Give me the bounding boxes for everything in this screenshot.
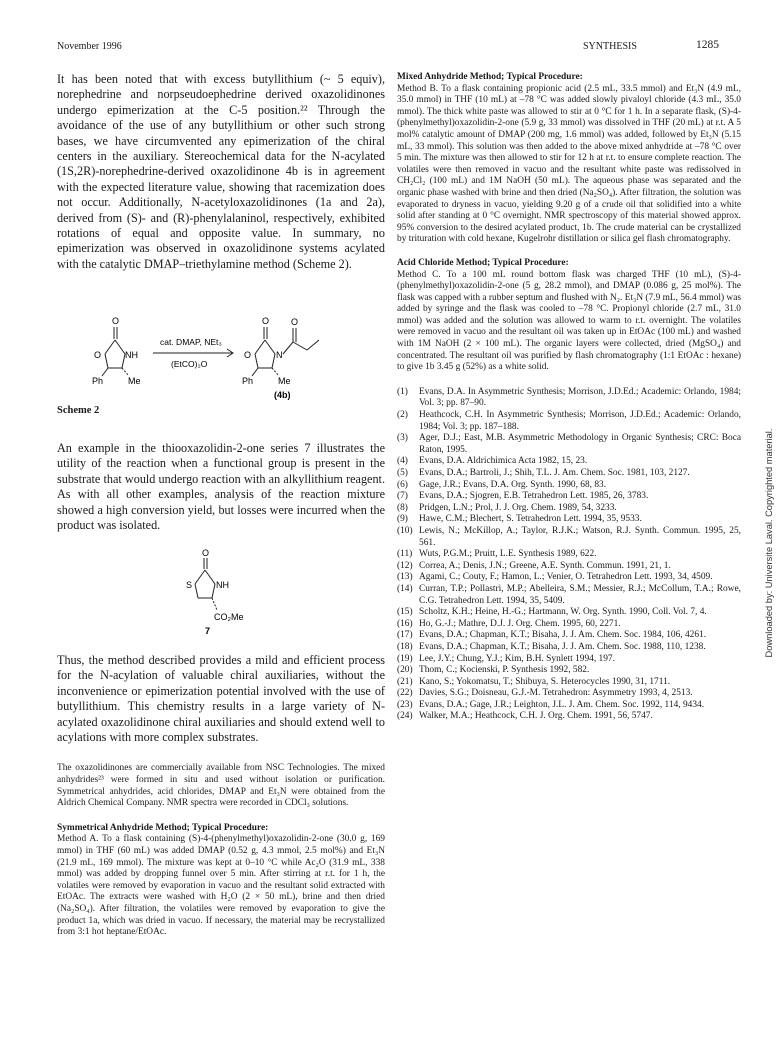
scheme-2-reaction: [85, 310, 345, 405]
reference-text: Evans, D.A.; Bartroli, J.; Shih, T.L. J. Am. Chem. Soc. 1981, 103, 2127.: [419, 468, 690, 478]
reference-text: Lee, J.Y.; Chung, Y.J.; Kim, B.H. Synlett 1994, 197.: [419, 653, 615, 664]
reference-number: (4): [397, 456, 408, 467]
reference-item: [397, 503, 741, 515]
left-column-mid: [57, 441, 385, 533]
reference-text: Evans, D.A.; Sjogren, E.B. Tetrahedron Lett. 1985, 26, 3783.: [419, 491, 649, 502]
reference-number: (14): [397, 583, 413, 594]
reference-number: (7): [397, 491, 408, 502]
reference-item: [397, 561, 741, 573]
scheme-caption: Scheme 2: [57, 405, 100, 416]
carbonyl-oxygen-1: O: [112, 316, 120, 326]
reference-text: Pridgen, L.N.; Prol, J. J. Org. Chem. 1989, 54, 3233.: [419, 502, 617, 513]
reference-item: [397, 526, 741, 549]
reference-text: Ager, D.J.; East, M.B. Asymmetric Methodology in Organic Synthesis; CRC: Boca Raton, 1995.: [419, 433, 741, 455]
reference-item: [397, 700, 741, 712]
reference-number: (21): [397, 676, 413, 687]
reference-text: Lewis, N.; McKillop, A.; Taylor, R.J.K.; Watson, R.J. Synth. Commun. 1995, 25, 561.: [419, 525, 741, 548]
reference-text: Heathcock, C.H. In Asymmetric Synthesis; Morrison, J.D.Ed.; Academic: Orlando, 1984; Vol. 3; pp. 187–188.: [419, 410, 741, 432]
reference-number: (22): [397, 688, 413, 699]
procedure-method-b: Method B. To a flask containing propionic acid (2.5 mL, 33.5 mmol) and Et₃N (4.9 mL, 35.0 mmol) in THF (10 mL) at –78 °C was added slowly pivaloyl chloride (4.3 mL, 35.0 mmol). The thick white paste was allowed to stir at 0 °C for 1 h. In a separate flask, (S)-4-(phenylmethyl)oxazolidin-2-one (5.9 g, 33 mmol) was dissolved in THF (20 mL) at r.t. A 5 mol% catalytic amount of DMAP (200 mg, 1.6 mmol) was added, followed by Et₃N (5.15 mL, 33 mmol). This solution was then added to the above mixed anhydride at –78 °C over 5 min. The mixture was then allowed to stir for 12 h at r.t. to ensure complete reaction. The volatiles were then removed in vacuo and the resultant white paste was redissolved in CH₂Cl₂ (100 mL) and 1M NaOH (50 mL). The aqueous phase was separated and the organic phase washed with brine and then dried (Na₂SO₄). After filtration, the solution was evaporated to dryness in vacuo, yielding 9.20 g of a crude oil that solidified into a white solid after standing at 0 °C overnight. NMR spectroscopy of this material showed approx. 95% conversion to the desired acylated product, 1b. The crude material can be crystallized by trituration with cold hexane, Kugelrohr distillation or silica gel flash chromatography.: [397, 83, 741, 245]
reference-number: (6): [397, 479, 408, 490]
header-journal: SYNTHESIS: [583, 41, 637, 52]
left-column: [57, 72, 385, 272]
sulfur-label: S: [186, 580, 193, 590]
reference-number: (5): [397, 468, 408, 478]
paragraph-thiooxazolidinone: An example in the thiooxazolidin-2-one series 7 illustrates the utility of the reaction when a functional group is present in the substrate that would undergo reaction with an alkyllithium reagent. As with all other examples, analysis of the reaction mixture showed a high conversion yield, but losses were incurred when the product was isolated.: [57, 441, 385, 533]
carbonyl-oxygen: O: [202, 548, 210, 558]
reference-item: [397, 711, 741, 723]
heading-symmetrical-anhydride: Symmetrical Anhydride Method; Typical Procedure:: [57, 822, 269, 833]
reference-item: [397, 387, 741, 410]
reference-text: Curran, T.P.; Pollastri, M.P.; Abelleira, S.M.; Messier, R.J.; McCollum, T.A.; Rowe, C.G. Tetrahedron Lett. 1994, 35, 5409.: [419, 583, 741, 606]
nh-label-7: NH: [216, 580, 229, 590]
reference-number: (16): [397, 618, 413, 629]
ester-label: CO₂Me: [214, 612, 244, 622]
reference-text: Evans, D.A. In Asymmetric Synthesis; Morrison, J.D.Ed.; Academic: Orlando, 1984; Vol. 3; pp. 87–90.: [419, 386, 741, 409]
reference-text: Scholtz, K.H.; Heine, H.-G.; Hartmann, W. Org. Synth. 1990, Coll. Vol. 7, 4.: [419, 607, 707, 618]
ring-oxygen-2: O: [244, 350, 252, 360]
reference-number: (2): [397, 410, 408, 421]
reference-number: (3): [397, 433, 408, 444]
acyl-oxygen: O: [291, 317, 299, 327]
reference-number: (15): [397, 607, 413, 618]
header-page-number: 1285: [696, 39, 719, 51]
nh-label: NH: [125, 350, 138, 360]
reference-text: Wuts, P.G.M.; Pruitt, L.E. Synthesis 1989, 622.: [419, 549, 597, 560]
reference-item: [397, 677, 741, 689]
reference-number: (20): [397, 665, 413, 676]
methyl-label-2: Me: [278, 376, 291, 386]
reference-text: Gage, J.R.; Evans, D.A. Org. Synth. 1990, 68, 83.: [419, 479, 607, 490]
methyl-label-1: Me: [128, 376, 141, 386]
compound-7-structure: [165, 548, 260, 638]
reference-number: (12): [397, 560, 413, 571]
reference-item: [397, 410, 741, 433]
left-column-lower: [57, 653, 385, 939]
carbonyl-oxygen-2: O: [262, 316, 270, 326]
procedure-method-c: Method C. To a 100 mL round bottom flask was charged THF (10 mL), (S)-4-(phenylmethyl)oxazolidin-2-one (5 g, 28.2 mmol), and DMAP (0.086 g, 25 mol%). The flask was capped with a rubber septum and flushed with N₂. Et₃N (7.9 mL, 56.4 mmol) was added by syringe and the flask was cooled to –78 °C. Propionyl chloride (2.7 mL, 31.0 mmol) was added and the solution was allowed to warm to r.t. overnight. The volatiles were removed in vacuo and the resultant oil was taken up in EtOAc (100 mL) and washed with 1M NaOH (2 × 100 mL). The organic layers were collected, dried (MgSO₄) and concentrated. The resultant oil was purified by flash chromatography (1:1 EtOAc : hexane) to give 1b 3.45 g (52%) as a white solid.: [397, 269, 741, 373]
reference-number: (18): [397, 641, 413, 652]
reference-text: Hawe, C.M.; Blechert, S. Tetrahedron Lett. 1994, 35, 9533.: [419, 514, 642, 525]
paragraph-conclusion: Thus, the method described provides a mild and efficient process for the N-acylation of valuable chiral auxiliaries, without the inconvenience or epimerization potential involved with the use of butyllithium. This chemistry results in a large variety of N-acylated oxazolidinone chiral auxiliaries and should extend well to acylations with more complex substrates.: [57, 653, 385, 745]
reference-item: [397, 514, 741, 526]
reference-item: [397, 665, 741, 677]
reference-item: [397, 456, 741, 468]
reference-item: [397, 619, 741, 631]
reference-item: [397, 468, 741, 480]
reference-number: (11): [397, 549, 413, 560]
reference-text: Ho, G.-J.; Mathre, D.J. J. Org. Chem. 1995, 60, 2271.: [419, 618, 621, 629]
reference-item: [397, 688, 741, 700]
reference-item: [397, 642, 741, 654]
reference-number: (9): [397, 514, 408, 525]
reference-text: Correa, A.; Denis, J.N.; Greene, A.E. Synth. Commun. 1991, 21, 1.: [419, 560, 671, 571]
heading-mixed-anhydride: Mixed Anhydride Method; Typical Procedure:: [397, 72, 583, 82]
reference-number: (23): [397, 699, 413, 710]
reference-text: Evans, D.A.; Chapman, K.T.; Bisaha, J. J. Am. Chem. Soc. 1984, 106, 4261.: [419, 630, 707, 641]
reference-number: (17): [397, 630, 413, 641]
reference-item: [397, 654, 741, 666]
paragraph-materials: The oxazolidinones are commercially available from NSC Technologies. The mixed anhydrides²³ were formed in situ and used without isolation or purification. Symmetrical anhydrides, acid chlorides, DMAP and Et₃N were obtained from the Aldrich Chemical Company. NMR spectra were recorded in CDCl₃ solutions.: [57, 763, 385, 809]
reagent-catalyst: cat. DMAP, NEt₃: [160, 337, 222, 347]
compound-7-label: 7: [205, 626, 211, 636]
phenyl-label-2: Ph: [242, 376, 254, 386]
ring-oxygen-1: O: [94, 350, 102, 360]
phenyl-label-1: Ph: [92, 376, 104, 386]
reference-number: (1): [397, 386, 408, 397]
right-column: [397, 72, 741, 723]
download-notice-text: Downloaded by: Universite Laval. Copyrighted material.: [764, 428, 774, 658]
reference-item: [397, 433, 741, 456]
reference-item: [397, 480, 741, 492]
reference-list: [397, 387, 741, 723]
reference-number: (24): [397, 711, 413, 722]
download-notice: [762, 398, 776, 688]
reference-number: (8): [397, 502, 408, 513]
procedure-method-a: Method A. To a flask containing (S)-4-(phenylmethyl)oxazolidin-2-one (30.0 g, 169 mmol) in THF (60 mL) was added DMAP (0.52 g, 4.3 mmol, 2.5 mol%) and Et₃N (21.9 mL, 169 mmol). The mixture was kept at 0–10 °C while Ac₂O (31.9 mL, 338 mmol) was added by dropping funnel over 5 min. After stirring at r.t. for 1 h, the volatiles were removed by evaporation in vacuo and the resultant solid extracted with EtOAc. The extracts were washed with H₂O (2 × 50 mL), brine and then dried (Na₂SO₄). After filtration, the volatiles were removed by evaporation to give the product 1a, which was dried in vacuo. If necessary, the material may be recrystallized from 3:1 hot heptane/EtOAc.: [57, 834, 385, 938]
reference-text: Davies, S.G.; Doisneau, G.J.-M. Tetrahedron: Asymmetry 1993, 4, 2513.: [419, 688, 693, 699]
reference-item: [397, 630, 741, 642]
reference-text: Evans, D.A.; Gage, J.R.; Leighton, J.L. J. Am. Chem. Soc. 1992, 114, 9434.: [419, 699, 705, 710]
reagent-anhydride: (EtCO)₂O: [171, 359, 208, 369]
reference-text: Evans, D.A.; Chapman, K.T.; Bisaha, J. J. Am. Chem. Soc. 1988, 110, 1238.: [419, 641, 706, 652]
reference-number: (13): [397, 572, 413, 583]
reference-item: [397, 607, 741, 619]
reference-number: (19): [397, 653, 413, 664]
reference-text: Agami, C.; Couty, F.; Hamon, L.; Venier, O. Tetrahedron Lett. 1993, 34, 4509.: [419, 572, 713, 583]
nitrogen-label: N: [276, 350, 283, 360]
header-date: November 1996: [57, 41, 122, 52]
reference-text: Thom, C.; Kocienski, P. Synthesis 1992, 582.: [419, 665, 590, 676]
reference-item: [397, 549, 741, 561]
paragraph-epimerization: It has been noted that with excess butyllithium (~ 5 equiv), norephedrine and norpseudoephedrine derived oxazolidinones undergo epimerization at the C-5 position.²² Through the avoidance of the use of any butyllithium or other such strong bases, we have circumvented any epimerization of the chiral centers in the auxiliary. Stereochemical data for the N-acylated (1S,2R)-norephedrine-derived oxazolidinone 4b is in agreement with the expected literature value, showing that racemization does not occur. Additionally, N-acetyloxazolidinones (1a and 2a), derived from (S)- and (R)-phenylalaninol, respectively, exhibited rotations of equal and opposite value. In summary, no epimerization was observed in oxazolidinone systems acylated with the catalytic DMAP–triethylamine method (Scheme 2).: [57, 72, 385, 271]
reference-text: Evans, D.A. Aldrichimica Acta 1982, 15, 23.: [419, 456, 588, 467]
reference-item: [397, 491, 741, 503]
reference-item: [397, 572, 741, 584]
reference-number: (10): [397, 525, 413, 536]
reference-text: Walker, M.A.; Heathcock, C.H. J. Org. Chem. 1991, 56, 5747.: [419, 711, 653, 722]
reference-text: Kano, S.; Yokomatsu, T.; Shibuya, S. Heterocycles 1990, 31, 1711.: [419, 676, 671, 687]
heading-acid-chloride: Acid Chloride Method; Typical Procedure:: [397, 257, 569, 268]
reference-item: [397, 584, 741, 607]
compound-4b-label: (4b): [274, 390, 291, 400]
